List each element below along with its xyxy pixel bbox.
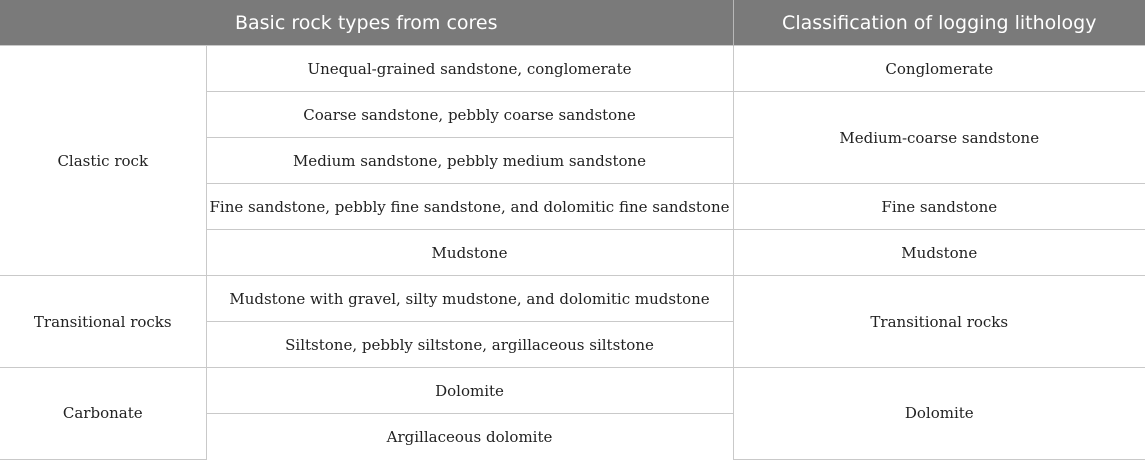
header-core-types: Basic rock types from cores [0,0,733,46]
group-cell-carbonate: Carbonate [0,368,206,460]
group-cell-transitional: Transitional rocks [0,276,206,368]
logging-class-cell: Medium-coarse sandstone [733,92,1145,184]
table-row [0,46,1145,92]
core-type-cell: Mudstone with gravel, silty mudstone, and dolomitic mudstone [206,276,733,322]
table-row [0,276,1145,322]
table-body [0,46,1145,460]
logging-class-cell: Fine sandstone [733,184,1145,230]
table-row [0,368,1145,414]
core-type-cell: Fine sandstone, pebbly fine sandstone, and dolomitic fine sandstone [206,184,733,230]
header-logging-classification: Classification of logging lithology [733,0,1145,46]
logging-class-cell: Conglomerate [733,46,1145,92]
group-cell-clastic: Clastic rock [0,46,206,276]
core-type-cell: Coarse sandstone, pebbly coarse sandstone [206,92,733,138]
core-type-cell: Mudstone [206,230,733,276]
logging-class-cell: Dolomite [733,368,1145,460]
core-type-cell: Argillaceous dolomite [206,414,733,460]
logging-class-cell: Transitional rocks [733,276,1145,368]
table-header [0,0,1145,46]
core-type-cell: Dolomite [206,368,733,414]
header-row [0,0,1145,46]
core-type-cell: Siltstone, pebbly siltstone, argillaceous siltstone [206,322,733,368]
core-type-cell: Unequal-grained sandstone, conglomerate [206,46,733,92]
core-type-cell: Medium sandstone, pebbly medium sandstone [206,138,733,184]
logging-class-cell: Mudstone [733,230,1145,276]
